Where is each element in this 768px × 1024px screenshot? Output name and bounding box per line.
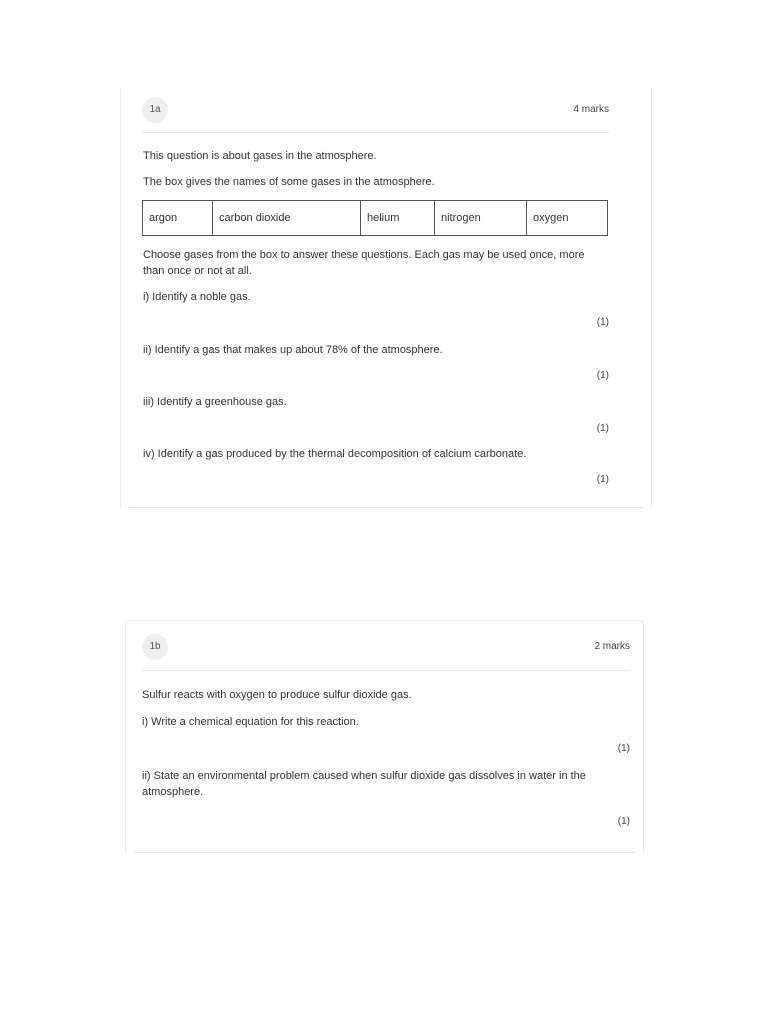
question-number-badge: 1a <box>142 97 168 123</box>
marks-label: 4 marks <box>573 104 609 115</box>
part-mark: (1) <box>596 317 609 328</box>
part-question: ii) Identify a gas that makes up about 78% of the atmosphere. <box>143 344 443 356</box>
question-card-1b <box>125 620 644 853</box>
gas-box-table <box>142 200 608 236</box>
card-bottom-border <box>129 507 643 508</box>
part-mark: (1) <box>596 423 609 434</box>
part-mark: (1) <box>617 743 630 754</box>
question-card-1a <box>120 88 652 508</box>
marks-label: 2 marks <box>594 641 630 652</box>
card-bottom-border <box>134 852 635 853</box>
part-question: ii) State an environmental problem caused when sulfur dioxide gas dissolves in water in the atmosphere. <box>142 770 586 798</box>
part-mark: (1) <box>617 816 630 827</box>
gas-cell: helium <box>361 201 435 236</box>
instruction-text: Choose gases from the box to answer these questions. Each gas may be used once, more than once or not at all. <box>143 249 585 277</box>
part-mark: (1) <box>596 474 609 485</box>
gas-cell: nitrogen <box>435 201 527 236</box>
box-intro: The box gives the names of some gases in the atmosphere. <box>143 176 435 188</box>
question-number-badge: 1b <box>142 634 168 660</box>
gas-cell: oxygen <box>527 201 608 236</box>
part-question: iii) Identify a greenhouse gas. <box>143 396 287 408</box>
part-mark: (1) <box>596 370 609 381</box>
gas-cell: argon <box>143 201 213 236</box>
header-divider <box>142 670 630 671</box>
part-question: iv) Identify a gas produced by the thermal decomposition of calcium carbonate. <box>143 448 527 460</box>
header-divider <box>142 132 609 133</box>
gas-cell: carbon dioxide <box>213 201 361 236</box>
part-question: i) Write a chemical equation for this reaction. <box>142 716 359 728</box>
question-intro: This question is about gases in the atmosphere. <box>143 150 377 162</box>
question-intro: Sulfur reacts with oxygen to produce sulfur dioxide gas. <box>142 689 412 701</box>
part-question: i) Identify a noble gas. <box>143 291 251 303</box>
